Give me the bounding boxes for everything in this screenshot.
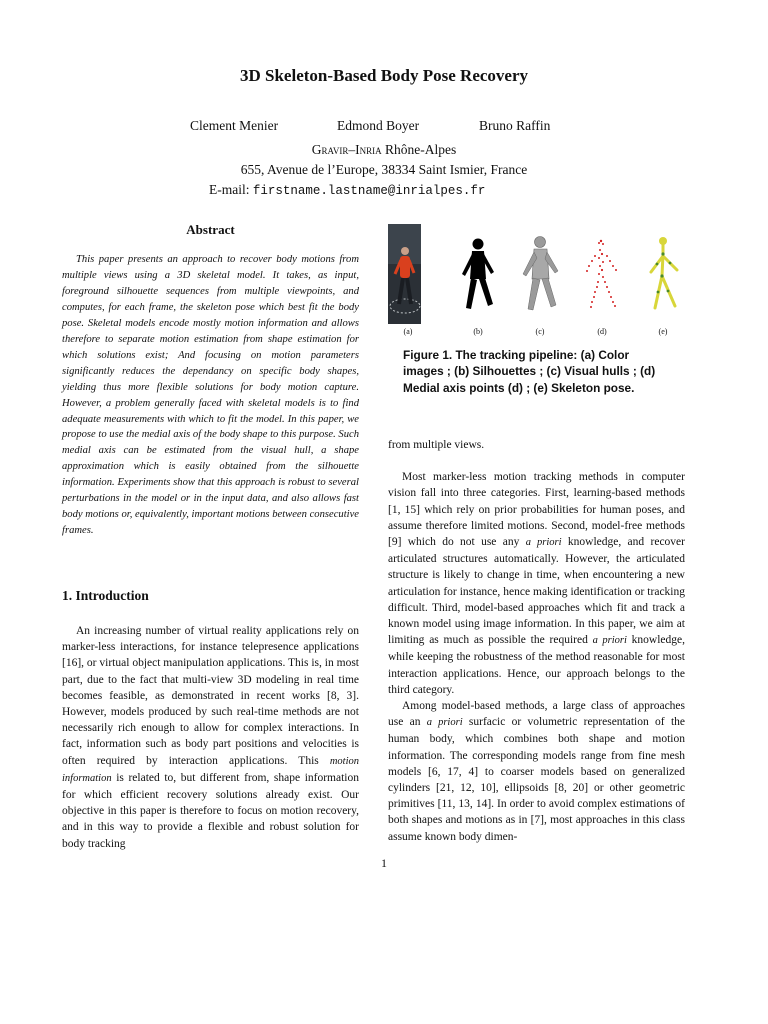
paper-title: 3D Skeleton-Based Body Pose Recovery [239, 66, 529, 85]
body-paragraph [388, 469, 685, 698]
lab-name-2: Inria [355, 142, 382, 157]
body-paragraph [388, 698, 685, 845]
author-name: Edmond Boyer [337, 118, 420, 133]
figure-panel-visual-hull [514, 224, 566, 324]
paragraph-text: Among model-based methods, a large class of approaches use an [388, 700, 685, 729]
figure-panel-skeleton [637, 224, 689, 324]
author-list [0, 118, 768, 136]
email-address[interactable]: firstname.lastname@inrialpes.fr [252, 184, 486, 198]
intro-text-b: is related to, but different from, shape information for which efficient recovery solutions already exist. Our objective in this paper is therefore to focus on motion recovery, and in this way to provide a flexible and robust solution for body tracking [62, 771, 359, 850]
email-label: E-mail: [209, 182, 250, 197]
intro-paragraph [62, 623, 359, 852]
figure-sublabel: (e) [658, 327, 668, 336]
author-name: Clement Menier [190, 118, 279, 133]
emphasis: a priori [592, 635, 627, 647]
emphasis: a priori [426, 717, 463, 729]
figure-sublabel: (d) [597, 327, 607, 336]
right-column-body [388, 437, 685, 845]
lab-place: Rhône-Alpes [384, 142, 457, 157]
paragraph-text: knowledge, while keeping the robustness of the method reasonable for most interaction applications. Hence, our approach belongs to the third category. [388, 634, 685, 696]
affiliation-lab [0, 140, 768, 160]
page-number: 1 [381, 856, 387, 870]
paragraph-text: knowledge, and recover articulated structures automatically. However, the articulated structure is likely to change in time, when encountering a new articulation for instance, hence making identification or tracking difficult. Third, model-based approaches which fit and track a known model using image information. In this paper, we aim at limiting as much as possible the required [388, 536, 685, 647]
emphasis: a priori [525, 537, 562, 549]
continued-text: from multiple views. [388, 439, 485, 451]
paragraph-text: Most marker-less motion tracking methods in computer vision fall into three categories. First, learning-based methods [1, 15] which rely on prior probabilities for human poses, and assume therefore limited motions. Second, model-free methods [9] which do not use any [388, 471, 685, 549]
figure-panel-silhouette [450, 224, 502, 324]
figure-caption: Figure 1. The tracking pipeline: (a) Color images ; (b) Silhouettes ; (c) Visual hulls ; (d) Medial axis points (d) ; (e) Skeleton pose. [403, 348, 656, 395]
figure-sublabel: (b) [473, 327, 483, 336]
lab-separator: – [348, 142, 356, 157]
figure-1 [388, 224, 685, 336]
figure-panel-medial-axis [575, 224, 627, 324]
paragraph-text: surfacic or volumetric representation of the human body, which combines both shape and motion information. The corresponding models range from fine mesh models [6, 17, 4] to coarser models based on generalized cylinders [21, 12, 10], ellipsoids [8, 20] or other geometric primitives [11, 13, 14]. In order to avoid complex estimations of both shapes and motions as in [7], most approaches in this class assume known body dimen- [388, 716, 685, 843]
section-heading: 1. Introduction [62, 588, 149, 603]
abstract-heading: Abstract [186, 222, 235, 237]
lab-name-1: Gravir [311, 142, 349, 157]
abstract-body [62, 252, 359, 539]
figure-sublabel: (c) [535, 327, 545, 336]
figure-sublabel: (a) [403, 327, 413, 336]
author-name: Bruno Raffin [479, 118, 551, 133]
affiliation-email [209, 180, 629, 201]
figure-panel-color-image [388, 224, 421, 324]
intro-emphasis: motion information [62, 755, 359, 784]
abstract-text: This paper presents an approach to recover body motions from multiple views using a 3D skeletal model. It takes, as input, foreground silhouette sequences from multiple viewpoints, and computes, for each frame, the skeleton pose which best fit the body pose. Skeletal models encode mostly motion information and allows therefore to separate motion estimation from shape estimation for which solutions exist; And focusing on motion parameters significantly reduces the dependancy on specific body shapes, yielding thus more flexible solutions for body motion capture. However, a problem generally faced with skeletal models is to find adequate measurements with which to fit the model. In this paper, we propose to use the medial axis of the body shape to this purpose. Such medial axis can be estimated from the visual hull, a shape approximation which is easily obtained from the silhouette information. Experiments show that this approach is robust to several perturbations in the model or in the input data, and also allows fast body motions or, equivalently, important motions between consecutive frames. [62, 254, 359, 537]
intro-text-a: An increasing number of virtual reality applications rely on marker-less interactions, for instance telepresence applications [16], or virtual object manipulation applications. This is, in most part, due to the fact that multi-view 3D modeling in real time becomes feasible, as demonstrated in recent works [8, 3]. However, models produced by such real-time methods are not necessarily rich enough to allow for complex interactions. In fact, information such as body part positions and velocities is often required by interaction applications. This [62, 625, 359, 767]
affiliation-address: 655, Avenue de l’Europe, 38334 Saint Ismier, France [240, 162, 528, 177]
